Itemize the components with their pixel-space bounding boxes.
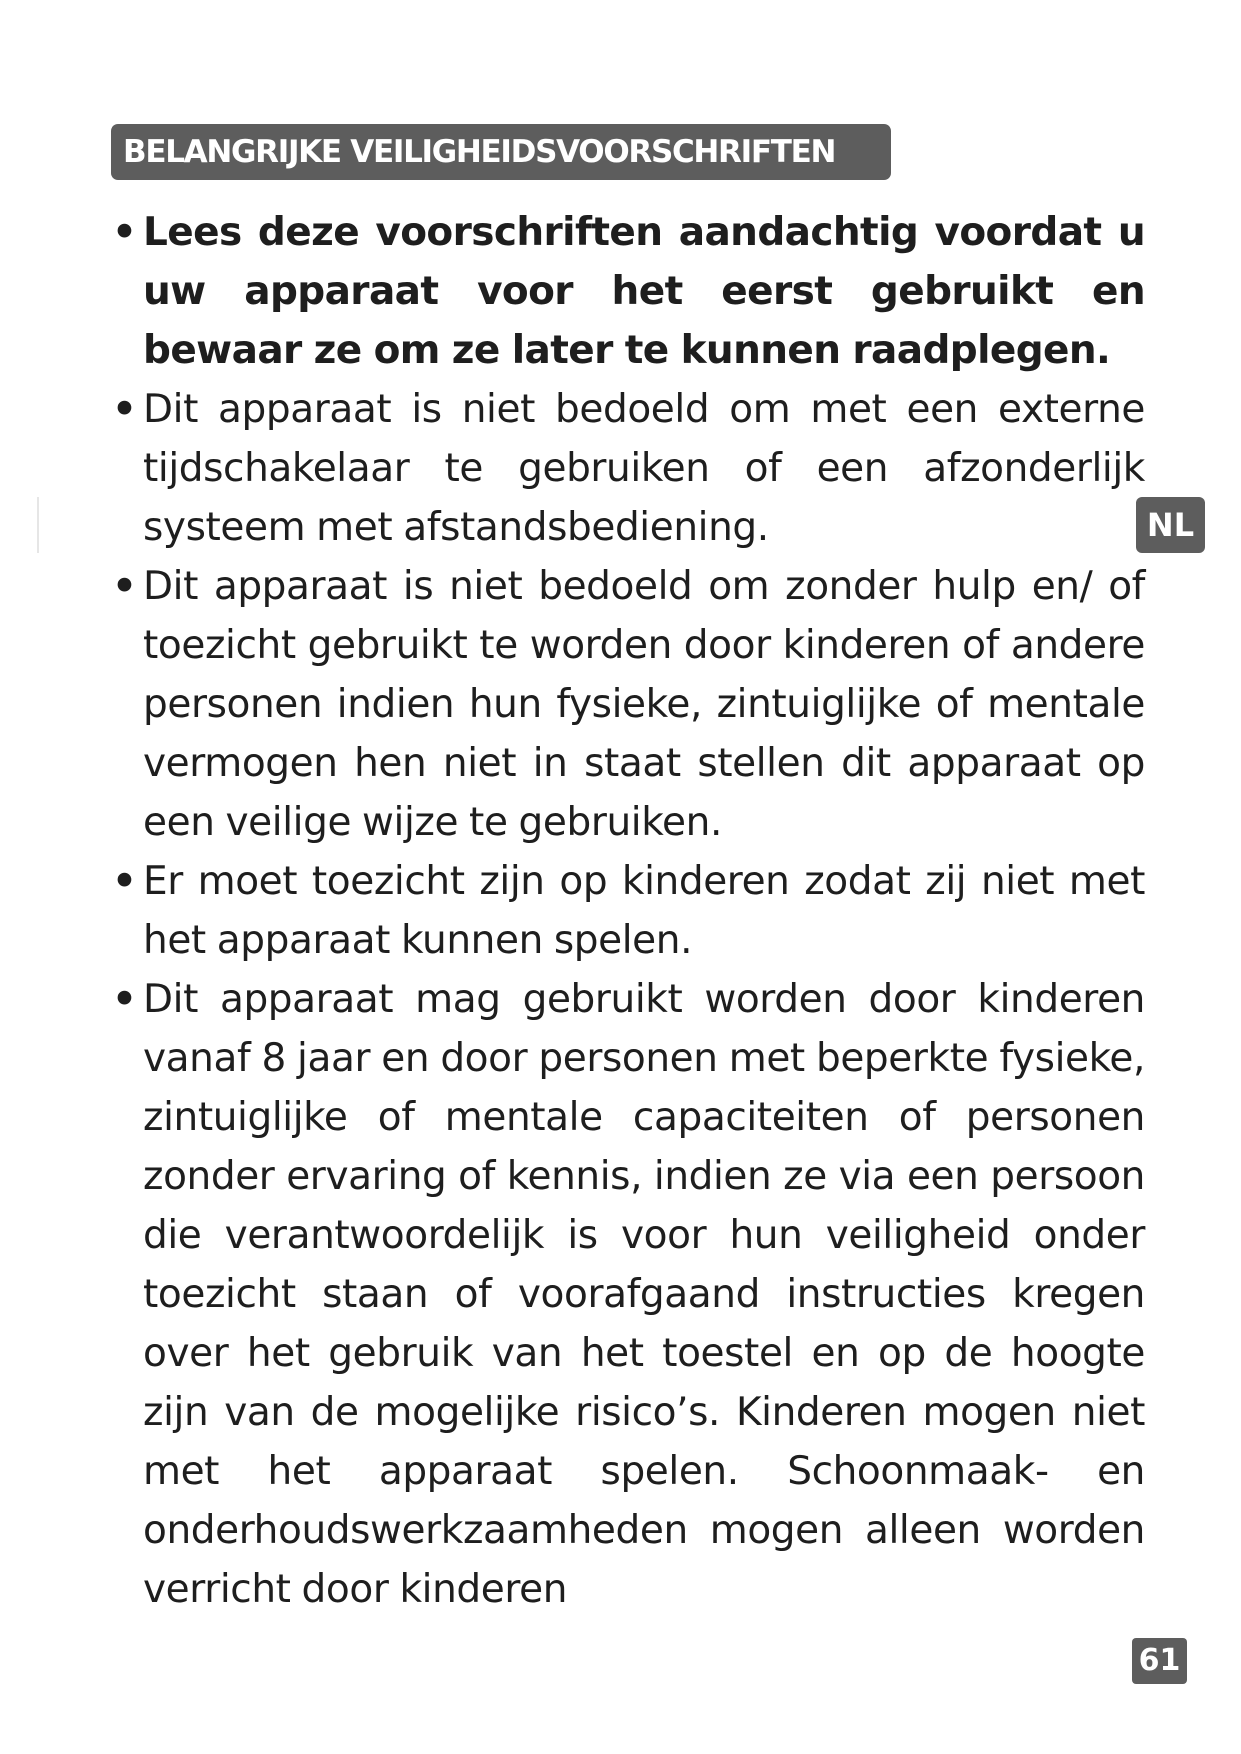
list-item <box>110 557 1145 852</box>
language-tab: NL <box>1136 497 1205 553</box>
list-item <box>110 852 1145 970</box>
bullet-icon: • <box>112 210 137 255</box>
instruction-text: Lees deze voorschriften aandachtig voordat u uw apparaat voor het eerst gebruikt en bewaar ze om ze later te kunnen raadplegen. <box>143 210 1145 373</box>
instruction-text: Er moet toezicht zijn op kinderen zodat zij niet met het apparaat kunnen spelen. <box>143 859 1145 963</box>
bullet-icon: • <box>112 564 137 609</box>
instruction-text: Dit apparaat mag gebruikt worden door kinderen vanaf 8 jaar en door personen met beperkte fysieke, zintuiglijke of mentale capaciteiten of personen zonder ervaring of kennis, indien ze via een persoon die verantwoordelijk is voor hun veiligheid onder toezicht staan of voorafgaand instructies kregen over het gebruik van het toestel en op de hoogte zijn van de mogelijke risico’s. Kinderen mogen niet met het apparaat spelen. Schoonmaak- en onderhoudswerkzaamheden mogen alleen worden verricht door kinderen <box>143 977 1145 1612</box>
bullet-icon: • <box>112 387 137 432</box>
page-number: 61 <box>1132 1638 1187 1684</box>
margin-divider <box>37 497 39 553</box>
list-item <box>110 380 1145 557</box>
list-item <box>110 970 1145 1619</box>
instruction-text: Dit apparaat is niet bedoeld om zonder hulp en/ of toezicht gebruikt te worden door kinderen of andere personen indien hun fysieke, zintuiglijke of mentale vermogen hen niet in staat stellen dit apparaat op een veilige wijze te gebruiken. <box>143 564 1145 845</box>
bullet-icon: • <box>112 859 137 904</box>
safety-instructions-list <box>110 203 1145 1619</box>
bullet-icon: • <box>112 977 137 1022</box>
instruction-text: Dit apparaat is niet bedoeld om met een externe tijdschakelaar te gebruiken of een afzonderlijk systeem met afstandsbediening. <box>143 387 1145 550</box>
list-item <box>110 203 1145 380</box>
section-title: BELANGRIJKE VEILIGHEIDSVOORSCHRIFTEN <box>111 124 891 180</box>
